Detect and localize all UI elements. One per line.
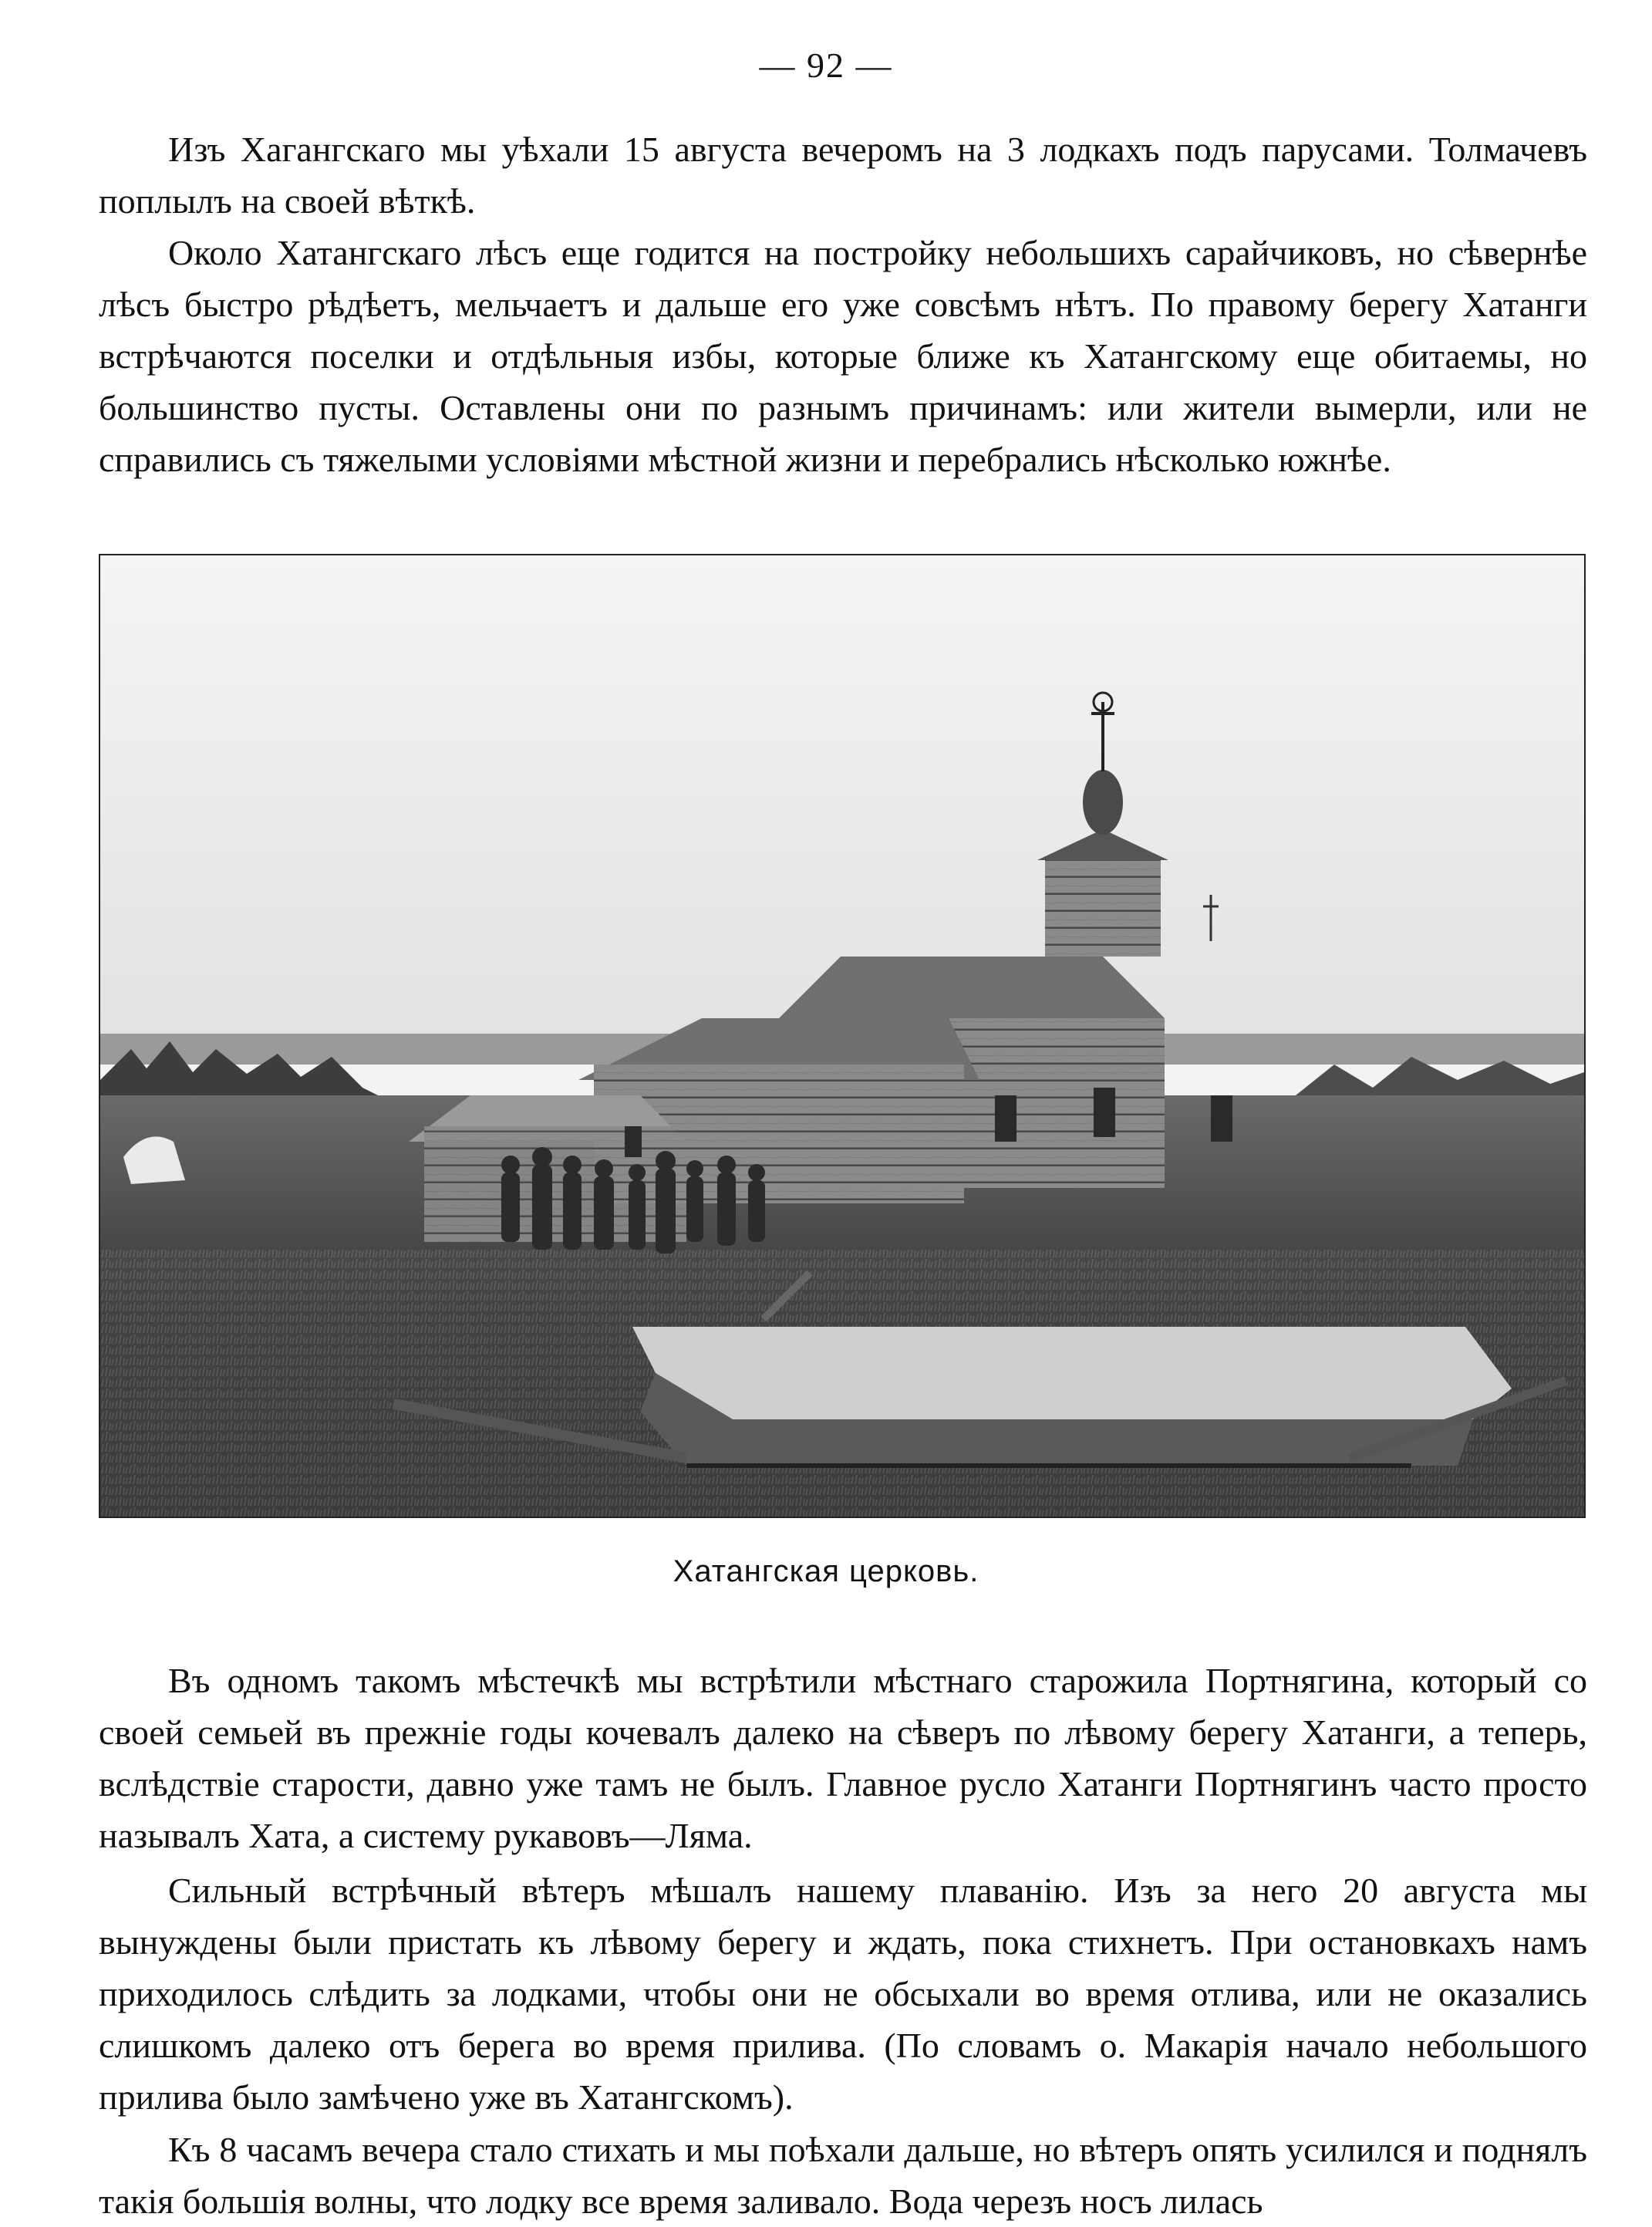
paragraph-1: Изъ Хагангскаго мы уѣхали 15 августа вечеромъ на 3 лодкахъ подъ парусами. Толмачевъ поплылъ на своей вѣткѣ.: [99, 130, 1587, 221]
church-photograph: [99, 554, 1586, 1518]
paragraph-3: Въ одномъ такомъ мѣстечкѣ мы встрѣтили мѣстнаго старожила Портнягина, который со своей семьей въ прежніе годы кочевалъ далеко на сѣверъ по лѣвому берегу Хатанги, а теперь, вслѣдствіе старости, давно уже тамъ не былъ. Главное русло Хатанги Портнягинъ часто просто называлъ Хата, а систему рукавовъ—Ляма.: [99, 1661, 1587, 1855]
page-number: — 92 —: [759, 46, 893, 85]
paragraph-4: Сильный встрѣчный вѣтеръ мѣшалъ нашему плаванію. Изъ за него 20 августа мы вынуждены были пристать къ лѣвому берегу и ждать, пока стихнетъ. При остановкахъ намъ приходилось слѣдить за лодками, чтобы они не обсыхали во время отлива, или не оказались слишкомъ далеко отъ берега во время прилива. (По словамъ о. Макарія начало небольшого прилива было замѣчено уже въ Хатангскомъ).: [99, 1871, 1587, 2117]
figure-caption: Хатангская церковь.: [673, 1554, 979, 1588]
paragraph-2: Около Хатангскаго лѣсъ еще годится на постройку небольшихъ сарайчиковъ, но сѣвернѣе лѣсъ быстро рѣдѣетъ, мельчаетъ и дальше его уже совсѣмъ нѣтъ. По правому берегу Хатанги встрѣчаются поселки и отдѣльныя избы, которые ближе къ Хатангскому еще обитаемы, но большинство пусты. Оставлены они по разнымъ причинамъ: или жители вымерли, или не справились съ тяжелыми условіями мѣстной жизни и перебрались нѣсколько южнѣе.: [99, 233, 1587, 479]
paragraph-5: Къ 8 часамъ вечера стало стихать и мы поѣхали дальше, но вѣтеръ опять усилился и поднялъ такія большія волны, что лодку все время заливало. Вода черезъ носъ лилась: [99, 2130, 1587, 2221]
